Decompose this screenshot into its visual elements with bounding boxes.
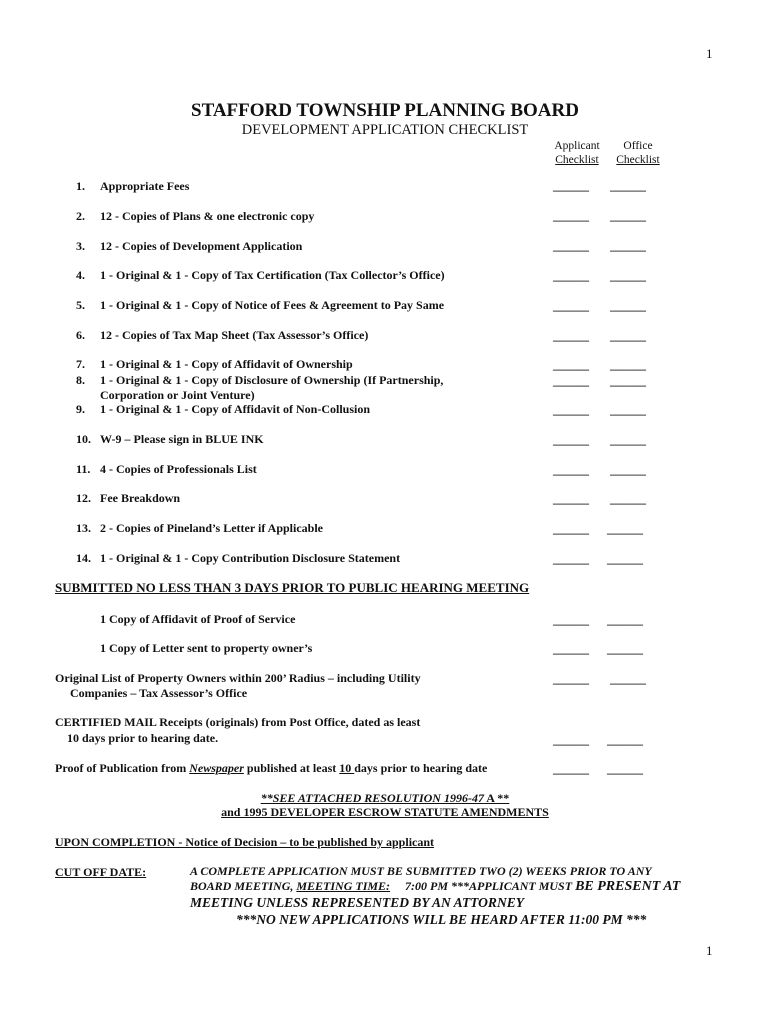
office-blank[interactable]: ______ xyxy=(607,522,643,536)
applicant-blank[interactable]: ______ xyxy=(553,762,589,776)
resolution-reference: **SEE ATTACHED RESOLUTION 1996-47 xyxy=(260,791,484,805)
cutoff-line-1: A COMPLETE APPLICATION MUST BE SUBMITTED TWO (2) WEEKS PRIOR TO ANY xyxy=(190,864,652,878)
applicant-blank[interactable]: ______ xyxy=(553,672,589,686)
office-blank[interactable]: ______ xyxy=(610,269,646,283)
certified-mail-item: CERTIFIED MAIL Receipts (originals) from Post Office, dated as least xyxy=(55,715,421,729)
item-text-continued: Corporation or Joint Venture) xyxy=(100,388,255,402)
newspaper-word: Newspaper xyxy=(189,761,244,775)
office-blank[interactable]: ______ xyxy=(610,374,646,388)
item-number: 7. xyxy=(76,357,85,371)
applicant-blank[interactable]: ______ xyxy=(553,358,589,372)
office-blank[interactable]: ______ xyxy=(607,733,643,747)
item-number: 1. xyxy=(76,179,85,193)
page-subtitle: DEVELOPMENT APPLICATION CHECKLIST xyxy=(241,122,529,138)
office-blank[interactable]: ______ xyxy=(610,239,646,253)
item-text: 1 - Original & 1 - Copy Contribution Disclosure Statement xyxy=(100,551,401,565)
cutoff-line-4: ***NO NEW APPLICATIONS WILL BE HEARD AFTER 11:00 PM *** xyxy=(236,912,647,927)
item-number: 9. xyxy=(76,402,85,416)
item-text: Fee Breakdown xyxy=(100,491,181,505)
office-blank[interactable]: ______ xyxy=(610,209,646,223)
item-text: 1 - Original & 1 - Copy of Notice of Fees & Agreement to Pay Same xyxy=(100,298,445,312)
office-blank[interactable]: ______ xyxy=(610,463,646,477)
office-blank[interactable]: ______ xyxy=(610,433,646,447)
office-header-line2: Checklist xyxy=(616,154,660,166)
item-text: 1 - Original & 1 - Copy of Tax Certification (Tax Collector’s Office) xyxy=(100,268,445,282)
item-text: 1 - Original & 1 - Copy of Affidavit of Ownership xyxy=(100,357,353,371)
item-number: 5. xyxy=(76,298,85,312)
proof-of-publication-item xyxy=(55,761,487,776)
owners-list-item-continued: Companies – Tax Assessor’s Office xyxy=(70,686,248,700)
office-blank[interactable]: ______ xyxy=(610,403,646,417)
escrow-statute-note: and 1995 DEVELOPER ESCROW STATUTE AMENDMENTS xyxy=(221,805,549,819)
item-text: 12 - Copies of Development Application xyxy=(100,239,303,253)
cutoff-line-3: MEETING UNLESS REPRESENTED BY AN ATTORNEY xyxy=(190,895,524,910)
item-text: 12 - Copies of Tax Map Sheet (Tax Assessor’s Office) xyxy=(100,328,369,342)
ten-days: 10 xyxy=(339,761,355,775)
item-number: 13. xyxy=(76,521,91,535)
applicant-blank[interactable]: ______ xyxy=(553,374,589,388)
item-number: 10. xyxy=(76,432,91,446)
item-text: 12 - Copies of Plans & one electronic copy xyxy=(100,209,315,223)
applicant-blank[interactable]: ______ xyxy=(553,299,589,313)
applicant-blank[interactable]: ______ xyxy=(553,642,589,656)
office-column-header xyxy=(610,139,666,167)
meeting-time-label: MEETING TIME: xyxy=(296,879,391,893)
applicant-blank[interactable]: ______ xyxy=(553,433,589,447)
item-number: 2. xyxy=(76,209,85,223)
item-text: 4 - Copies of Professionals List xyxy=(100,462,257,476)
item-number: 14. xyxy=(76,551,91,565)
office-blank[interactable]: ______ xyxy=(610,329,646,343)
office-blank[interactable]: ______ xyxy=(610,299,646,313)
applicant-blank[interactable]: ______ xyxy=(553,179,589,193)
applicant-blank[interactable]: ______ xyxy=(553,239,589,253)
applicant-blank[interactable]: ______ xyxy=(553,329,589,343)
office-blank[interactable]: ______ xyxy=(607,642,643,656)
applicant-blank[interactable]: ______ xyxy=(553,522,589,536)
resolution-tail: A ** xyxy=(483,791,510,805)
section-heading: SUBMITTED NO LESS THAN 3 DAYS PRIOR TO PUBLIC HEARING MEETING xyxy=(55,580,530,595)
office-header-line1: Office xyxy=(623,140,653,152)
applicant-blank[interactable]: ______ xyxy=(553,463,589,477)
applicant-blank[interactable]: ______ xyxy=(553,403,589,417)
upon-completion-note: UPON COMPLETION - Notice of Decision – to be published by applicant xyxy=(55,835,435,849)
applicant-blank[interactable]: ______ xyxy=(553,613,589,627)
item-number: 6. xyxy=(76,328,85,342)
proof-text-mid: published at least xyxy=(243,761,340,775)
applicant-blank[interactable]: ______ xyxy=(553,552,589,566)
item-number: 4. xyxy=(76,268,85,282)
office-blank[interactable]: ______ xyxy=(607,613,643,627)
item-text: W-9 – Please sign in BLUE INK xyxy=(100,432,264,446)
item-text: Appropriate Fees xyxy=(100,179,190,193)
item-text: 1 - Original & 1 - Copy of Disclosure of Ownership (If Partnership, xyxy=(100,373,444,387)
owners-list-item: Original List of Property Owners within 200’ Radius – including Utility xyxy=(55,671,421,685)
be-present-text: BE PRESENT AT xyxy=(575,879,681,894)
item-number: 11. xyxy=(76,462,91,476)
office-blank[interactable]: ______ xyxy=(607,762,643,776)
office-blank[interactable]: ______ xyxy=(607,552,643,566)
office-blank[interactable]: ______ xyxy=(610,179,646,193)
applicant-header-line1: Applicant xyxy=(554,140,600,152)
applicant-blank[interactable]: ______ xyxy=(553,269,589,283)
affidavit-of-service-item: 1 Copy of Affidavit of Proof of Service xyxy=(100,612,296,626)
page-number-bottom: 1 xyxy=(706,943,713,958)
office-blank[interactable]: ______ xyxy=(610,358,646,372)
meeting-time-value: 7:00 PM ***APPLICANT MUST xyxy=(390,879,576,893)
page-number-top: 1 xyxy=(706,46,713,61)
proof-text-start: Proof of Publication from xyxy=(55,761,190,775)
certified-mail-item-continued: 10 days prior to hearing date. xyxy=(67,731,219,745)
applicant-blank[interactable]: ______ xyxy=(553,209,589,223)
item-number: 3. xyxy=(76,239,85,253)
item-number: 12. xyxy=(76,491,91,505)
cutoff-label: CUT OFF DATE: xyxy=(55,865,147,879)
cutoff-board-meeting: BOARD MEETING, xyxy=(190,879,297,893)
applicant-column-header xyxy=(548,139,606,167)
item-text: 2 - Copies of Pineland’s Letter if Applicable xyxy=(100,521,323,535)
proof-text-end: days prior to hearing date xyxy=(354,761,488,775)
cutoff-line-2 xyxy=(190,879,680,895)
page-title: STAFFORD TOWNSHIP PLANNING BOARD xyxy=(191,100,579,121)
applicant-blank[interactable]: ______ xyxy=(553,492,589,506)
office-blank[interactable]: ______ xyxy=(610,492,646,506)
office-blank[interactable]: ______ xyxy=(610,672,646,686)
applicant-blank[interactable]: ______ xyxy=(553,733,589,747)
item-text: 1 - Original & 1 - Copy of Affidavit of Non-Collusion xyxy=(100,402,371,416)
applicant-header-line2: Checklist xyxy=(555,154,599,166)
letter-to-owners-item: 1 Copy of Letter sent to property owner’s xyxy=(100,641,313,655)
item-number: 8. xyxy=(76,373,85,387)
resolution-note xyxy=(0,791,770,806)
